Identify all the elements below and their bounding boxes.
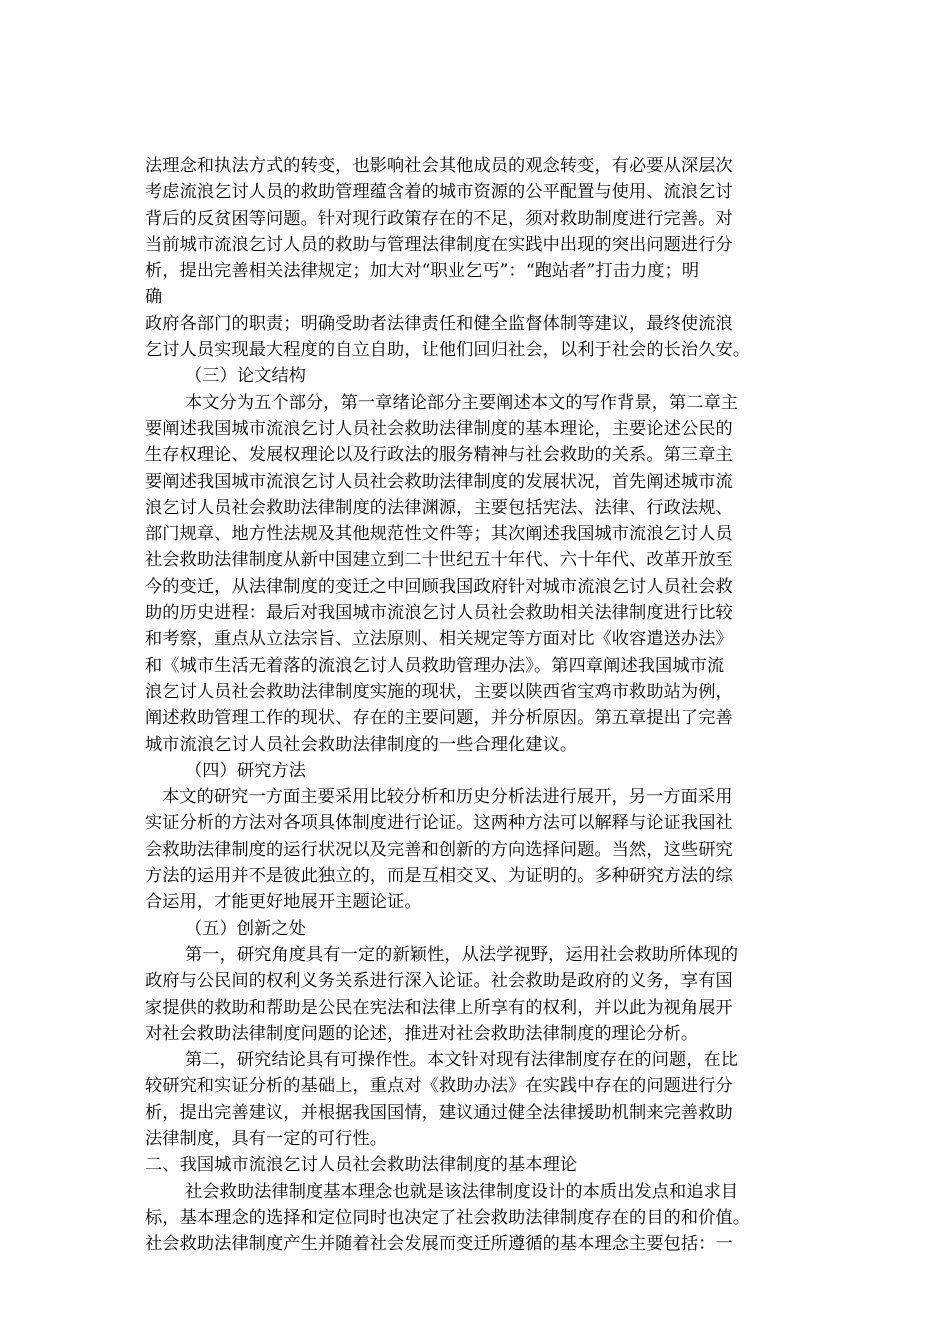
text-line: 部门规章、地方性法规及其他规范性文件等；其次阐述我国城市流浪乞讨人员 [145, 524, 733, 545]
text-line: 确 [145, 287, 163, 308]
text-line: 第二，研究结论具有可操作性。本文针对现有法律制度存在的问题，在比 [185, 1050, 739, 1071]
text-line: 会救助法律制度的运行状况以及完善和创新的方向选择问题。当然，这些研究 [145, 839, 733, 860]
text-line: 今的变迁，从法律制度的变迁之中回顾我国政府针对城市流浪乞讨人员社会救 [145, 576, 733, 597]
text-line: 助的历史进程：最后对我国城市流浪乞讨人员社会救助相关法律制度进行比较 [145, 603, 733, 624]
text-line: 和《城市生活无着落的流浪乞讨人员救助管理办法》。第四章阐述我国城市流 [145, 655, 725, 676]
text-line: 本文的研究一方面主要采用比较分析和历史分析法进行展开，另一方面采用 [162, 787, 733, 808]
text-line: 和考察，重点从立法宗旨、立法原则、相关规定等方面对比《收容遣送办法》 [145, 629, 733, 650]
text-line: 社会救助法律制度产生并随着社会发展而变迁所遵循的基本理念主要包括：一 [145, 1234, 733, 1255]
text-line: 乞讨人员实现最大程度的自立自助，让他们回归社会，以利于社会的长治久安。 [145, 340, 751, 361]
text-line: 较研究和实证分析的基础上，重点对《救助办法》在实践中存在的问题进行分 [145, 1076, 733, 1097]
text-line: 法理念和执法方式的转变，也影响社会其他成员的观念转变，有必要从深层次 [145, 156, 733, 176]
text-line: 社会救助法律制度基本理念也就是该法律制度设计的本质出发点和追求目 [185, 1181, 739, 1202]
text-line: 标，基本理念的选择和定位同时也决定了社会救助法律制度存在的目的和价值。 [145, 1207, 751, 1228]
text-line: 政府各部门的职责；明确受助者法律责任和健全监督体制等建议，最终使流浪 [145, 313, 733, 334]
text-line: 家提供的救助和帮助是公民在宪法和法律上所享有的权利，并以此为视角展开 [145, 997, 733, 1018]
text-line: 二、我国城市流浪乞讨人员社会救助法律制度的基本理论 [145, 1155, 578, 1176]
text-line: 合运用，才能更好地展开主题论证。 [145, 892, 422, 913]
text-line: 社会救助法律制度从新中国建立到二十世纪五十年代、六十年代、改革开放至 [145, 550, 733, 571]
text-line: 浪乞讨人员社会救助法律制度的法律渊源，主要包括宪法、法律、行政法规、 [145, 497, 733, 518]
text-line: 生存权理论、发展权理论以及行政法的服务精神与社会救助的关系。第三章主 [145, 445, 733, 466]
text-line: 本文分为五个部分，第一章绪论部分主要阐述本文的写作背景，第二章主 [185, 392, 739, 413]
text-line: 政府与公民间的权利义务关系进行深入论证。社会救助是政府的义务，享有国 [145, 971, 733, 992]
text-line: 析，提出完善相关法律规定；加大对“职业乞丐”：“跑站者”打击力度；明 [145, 261, 700, 282]
text-line: 对社会救助法律制度问题的论述，推进对社会救助法律制度的理论分析。 [145, 1023, 699, 1044]
text-line: （三）论文结构 [185, 366, 307, 387]
text-line: 第一，研究角度具有一定的新颖性，从法学视野，运用社会救助所体现的 [185, 944, 739, 965]
text-line: 方法的运用并不是彼此独立的，而是互相交叉、为证明的。多种研究方法的综 [145, 866, 733, 887]
text-line: （五）创新之处 [185, 918, 307, 939]
text-line: 当前城市流浪乞讨人员的救助与管理法律制度在实践中出现的突出问题进行分 [145, 234, 733, 255]
text-line: 考虑流浪乞讨人员的救助管理蕴含着的城市资源的公平配置与使用、流浪乞讨 [145, 182, 733, 203]
text-line: 要阐述我国城市流浪乞讨人员社会救助法律制度的发展状况，首先阐述城市流 [145, 471, 733, 492]
text-line: 实证分析的方法对各项具体制度进行论证。这两种方法可以解释与论证我国社 [145, 813, 733, 834]
text-line: （四）研究方法 [185, 760, 307, 781]
text-line: 法律制度，具有一定的可行性。 [145, 1128, 388, 1149]
text-line: 要阐述我国城市流浪乞讨人员社会救助法律制度的基本理论，主要论述公民的 [145, 418, 733, 439]
document-body [145, 153, 815, 1257]
text-line: 浪乞讨人员社会救助法律制度实施的现状，主要以陕西省宝鸡市救助站为例， [145, 681, 733, 702]
text-line: 背后的反贫困等问题。针对现行政策存在的不足，须对救助制度进行完善。对 [145, 208, 733, 229]
text-line: 析，提出完善建议，并根据我国国情，建议通过健全法律援助机制来完善救助 [145, 1102, 733, 1123]
text-line: 城市流浪乞讨人员社会救助法律制度的一些合理化建议。 [145, 734, 578, 755]
text-line: 阐述救助管理工作的现状、存在的主要问题，并分析原因。第五章提出了完善 [145, 708, 733, 729]
